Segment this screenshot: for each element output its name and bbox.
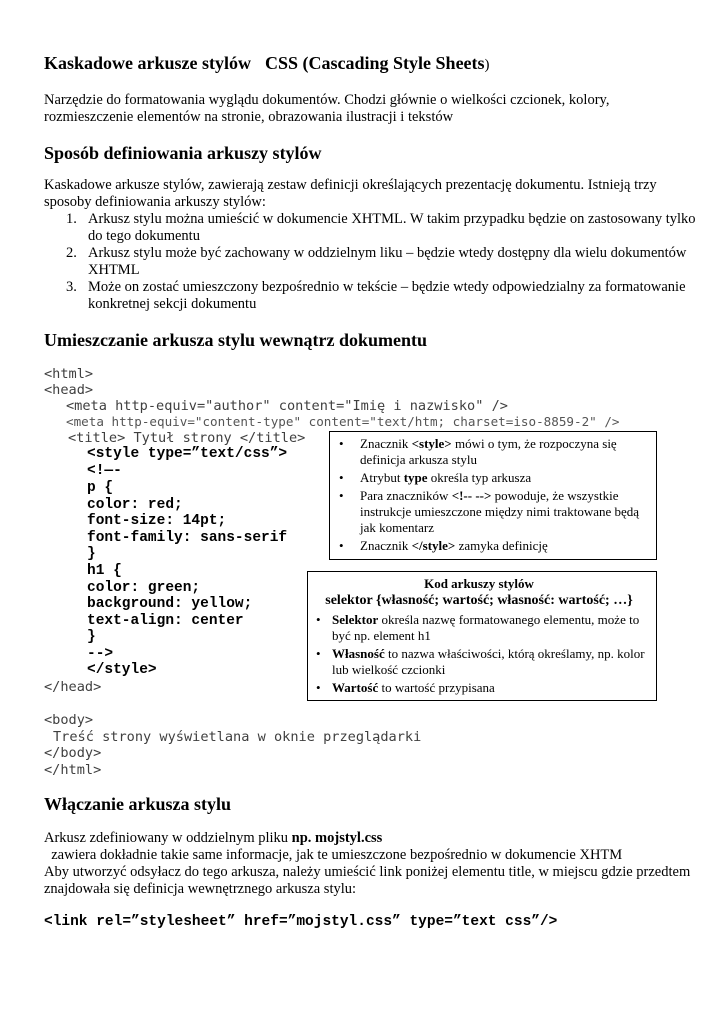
code-style-line: } xyxy=(87,629,96,645)
document-title xyxy=(44,53,490,74)
section-heading-embedding: Umieszczanie arkusza stylu wewnątrz dokumentu xyxy=(44,330,427,350)
code-body-text: Treść strony wyświetlana w oknie przeglądarki xyxy=(53,729,422,745)
list-item: • Selektor określa nazwę formatowanego elementu, może to być np. element h1 xyxy=(316,612,640,643)
list-item: • Własność to nazwa właściwości, którą określamy, np. kolor lub wielkość czcionki xyxy=(316,646,645,677)
code-head-close: </head> xyxy=(44,679,102,695)
list-item: • Atrybut type określa typ arkusza xyxy=(339,470,532,485)
code-meta-content-type: <meta http-equiv="content-type" content="text/htm; charset=iso-8859-2" /> xyxy=(66,414,620,429)
code-html-open: <html> xyxy=(44,366,94,382)
title-css: CSS (Cascading Style Sheets xyxy=(265,53,485,73)
code-head-open: <head> xyxy=(44,382,94,398)
code-style-line: </style> xyxy=(87,662,157,678)
section-heading-linking: Włączanie arkusza stylu xyxy=(44,794,231,814)
code-style-line: <style type=”text/css”> xyxy=(87,446,288,462)
code-body-close: </body> xyxy=(44,745,102,761)
list-item: 1. Arkusz stylu można umieścić w dokumencie XHTML. W takim przypadku będzie on zastosowany tylko do tego dokumentu xyxy=(66,211,696,244)
code-style-line: font-family: sans-serif xyxy=(87,530,288,546)
code-style-line: color: red; xyxy=(87,497,183,513)
syntax-box-heading: Kod arkuszy stylów xyxy=(424,576,534,591)
list-item: 2. Arkusz stylu może być zachowany w oddzielnym liku – będzie wtedy dostępny dla wielu dokumentów XHTML xyxy=(66,245,687,278)
title-paren: ) xyxy=(484,57,490,73)
syntax-box-rule: selektor {własność; wartość; własność: wartość; …} xyxy=(325,593,633,608)
code-style-line: color: green; xyxy=(87,580,201,596)
title-main: Kaskadowe arkusze stylów xyxy=(44,53,252,73)
code-style-line: p { xyxy=(87,480,114,496)
linking-paragraph: Arkusz zdefiniowany w oddzielnym pliku np. mojstyl.css zawiera dokładnie takie same informacje, jak te umieszczone bezpośrednio w dokumencie XHTM xyxy=(44,830,623,863)
definitions-list xyxy=(44,211,704,313)
code-style-line: font-size: 14pt; xyxy=(87,513,227,529)
code-style-line: text-align: center xyxy=(87,613,244,629)
code-style-line: } xyxy=(87,546,96,562)
code-link-tag: <link rel=”stylesheet” href=”mojstyl.css” type=”text css”/> xyxy=(44,914,558,930)
linking-instructions: Aby utworzyć odsyłacz do tego arkusza, należy umieścić link poniżej elementu title, w miejscu gdzie przedtem znajdowała się definicja wewnętrznego arkusza stylu: xyxy=(44,864,691,897)
section-heading-definitions: Sposób definiowania arkuszy stylów xyxy=(44,143,322,163)
code-html-close: </html> xyxy=(44,762,102,778)
code-title-line: <title> Tytuł strony </title> xyxy=(68,430,306,446)
css-syntax-box xyxy=(307,571,657,701)
list-item: 3. Może on zostać umieszczony bezpośrednio w tekście – będzie wtedy odpowiedzialny za formatowanie konkretnej sekcji dokumentu xyxy=(66,279,686,312)
code-style-line: h1 { xyxy=(87,563,122,579)
list-item: • Znacznik </style> zamyka definicję xyxy=(339,538,548,553)
definitions-paragraph: Kaskadowe arkusze stylów, zawierają zestaw definicji określających prezentację dokumentu. Istnieją trzy sposoby definiowania arkuszy stylów: xyxy=(44,177,657,210)
list-item: • Wartość to wartość przypisana xyxy=(316,680,495,695)
list-item: • Para znaczników <!-- --> powoduje, że wszystkie instrukcje umieszczone między nimi traktowane będą jak komentarz xyxy=(339,488,640,535)
code-style-line: <!—- xyxy=(87,463,122,479)
code-style-line: --> xyxy=(87,646,114,662)
code-body-open: <body> xyxy=(44,712,94,728)
code-meta-author: <meta http-equiv="author" content="Imię i nazwisko" /> xyxy=(66,398,508,414)
style-notes-box xyxy=(329,431,657,560)
code-style-line: background: yellow; xyxy=(87,596,253,612)
intro-paragraph: Narzędzie do formatowania wyglądu dokumentów. Chodzi głównie o wielkości czcionek, kolory, rozmieszczenie elementów na stronie, obrazowania ilustracji i tekstów xyxy=(44,92,610,125)
list-item: • Znacznik <style> mówi o tym, że rozpoczyna się definicja arkusza stylu xyxy=(339,436,617,467)
